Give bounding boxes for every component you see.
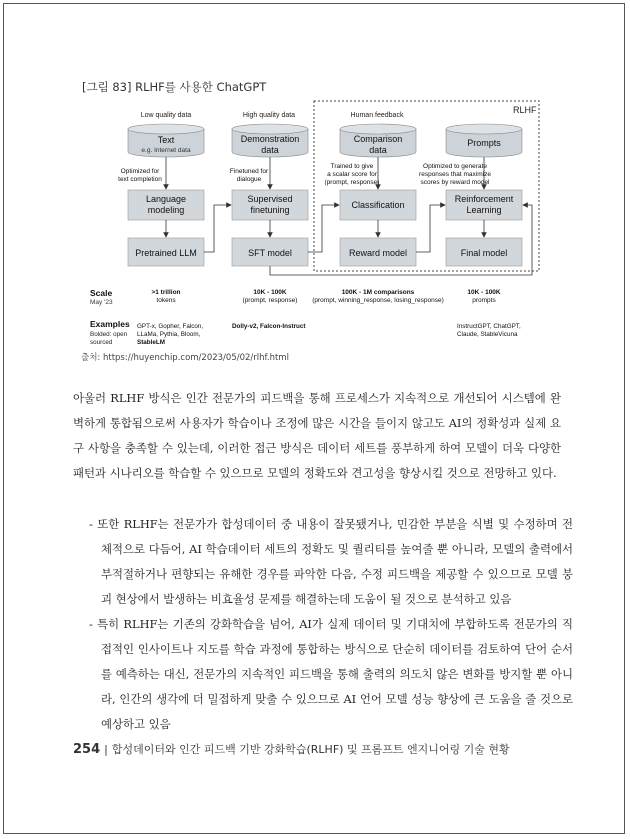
scale-date: May '23 <box>90 299 113 306</box>
scale-unit-2: (prompt, response) <box>242 297 298 304</box>
data-node-comparison <box>340 124 416 157</box>
model-sft-label: SFT model <box>248 248 292 258</box>
process-reinforcement-learning <box>446 190 522 220</box>
model-pretrained-llm <box>128 238 204 266</box>
scale-unit-1: tokens <box>156 297 176 304</box>
process-sft-line2: finetuning <box>250 205 290 215</box>
note-dialogue-1: Finetuned for <box>229 168 269 175</box>
scale-value-1: >1 trillion <box>151 289 181 296</box>
note-scalar-3: (prompt, response) <box>324 179 380 186</box>
data-node-text-title: Text <box>157 135 175 145</box>
examples-label: Examples <box>90 319 130 329</box>
model-sft <box>232 238 308 266</box>
label-human-feedback: Human feedback <box>350 112 404 119</box>
model-reward <box>340 238 416 266</box>
label-low-quality: Low quality data <box>140 112 192 119</box>
process-class-line1: Classification <box>351 200 405 210</box>
note-scalar-1: Trained to give <box>330 163 374 170</box>
model-final-label: Final model <box>460 248 508 258</box>
process-lm-line1: Language <box>145 194 187 204</box>
examples-note-2: sourced <box>90 339 113 346</box>
process-rl-line1: Reinforcement <box>454 194 514 204</box>
scale-label: Scale <box>90 288 113 298</box>
note-text-completion-1: Optimized for <box>120 168 160 175</box>
examples-note-1: Bolded: open <box>90 331 128 338</box>
data-node-prompts <box>446 124 522 157</box>
data-node-demonstration-title: Demonstration <box>240 134 300 144</box>
arrow-reward-to-rl <box>416 205 445 252</box>
process-supervised-finetuning <box>232 190 308 220</box>
arrow-pretrained-to-sft <box>204 205 231 252</box>
model-final <box>446 238 522 266</box>
note-reward-2: responses that maximize <box>419 171 491 178</box>
figure-caption: [그림 83] RLHF를 사용한 ChatGPT <box>82 80 267 94</box>
scale-unit-4: prompts <box>472 297 496 304</box>
examples-col1-1: GPT-x, Gopher, Falcon, <box>137 323 204 330</box>
footer-divider: | <box>104 743 108 756</box>
bullet-item-1: - 또한 RLHF는 전문가가 합성데이터 중 내용이 잘못됐거나, 민감한 부분을 식별 및 수정하며 전체적으로 다듬어, AI 학습데이터 세트의 정확도 및 퀄리티를 높여줄 뿐 아니라, 모델의 출력에서 부적절하거나 편향되는 유해한 경우를 파악한 다음, 수정 피드백을 제공할 수 있으므로 모델 붕괴 현상에서 발생하는 비효율성 문제를 해결하는데 도움이 될 것으로 분석하고 있음 <box>89 517 573 607</box>
data-node-comparison-sub: data <box>369 145 387 155</box>
process-sft-line1: Supervised <box>247 194 293 204</box>
data-node-comparison-title: Comparison <box>353 134 403 144</box>
scale-value-3: 100K - 1M comparisons <box>341 289 415 296</box>
page-footer <box>73 741 510 757</box>
examples-col3-1: InstructGPT, ChatGPT, <box>457 323 521 330</box>
data-node-demonstration-sub: data <box>261 145 279 155</box>
process-classification <box>340 190 416 220</box>
note-dialogue-2: dialogue <box>236 176 262 183</box>
model-pretrained-label: Pretrained LLM <box>135 248 197 258</box>
process-lm-line2: modeling <box>147 205 185 215</box>
scale-value-4: 10K - 100K <box>467 289 501 296</box>
scale-unit-3: (prompt, winning_response, losing_response) <box>312 297 444 304</box>
data-node-demonstration <box>232 124 308 157</box>
examples-col1-2: LLaMa, Pythia, Bloom, <box>137 331 201 338</box>
page-number: 254 <box>73 742 101 757</box>
note-reward-1: Optimized to generate <box>423 163 487 170</box>
process-rl-line2: Learning <box>466 205 502 215</box>
arrow-sftmodel-to-class <box>308 205 339 252</box>
rlhf-label: RLHF <box>513 105 537 115</box>
bullet-item-2: - 특히 RLHF는 기존의 강화학습을 넘어, AI가 실제 데이터 및 기대치에 부합하도록 전문가의 직접적인 인사이트나 지도를 학습 과정에 통합하는 방식으로 단순히 데이터를 검토하여 단어 순서를 예측하는 대신, 전문가의 지속적인 피드백을 통해 출력의 의도치 않은 변화를 방지할 뿐 아니라, 인간의 생각에 더 밀접하게 맞출 수 있으므로 AI 언어 모델 성능 향상에 큰 도움을 줄 것으로 예상하고 있음 <box>89 617 573 732</box>
body-paragraph: 아울러 RLHF 방식은 인간 전문가의 피드백을 통해 프로세스가 지속적으로 개선되어 시스템에 완벽하게 통합됨으로써 사용자가 학습이나 조정에 많은 시간을 들이지 않고도 AI의 정확성과 실제 요구 사항을 충족할 수 있는데, 이러한 접근 방식은 데이터 세트를 풍부하게 하여 모델이 더욱 다양한 패턴과 시나리오를 학습할 수 있으므로 모델의 정확도와 견고성을 향상시킬 것으로 전망하고 있다. <box>73 391 561 481</box>
note-text-completion-2: text completion <box>118 176 162 183</box>
scale-value-2: 10K - 100K <box>253 289 287 296</box>
note-scalar-2: a scalar score for <box>327 171 377 178</box>
model-reward-label: Reward model <box>348 248 408 258</box>
data-node-text-sub: e.g. Internet data <box>141 147 191 154</box>
examples-col1-3: StableLM <box>137 339 165 346</box>
note-reward-3: scores by reward model <box>420 179 490 186</box>
process-language-modeling <box>128 190 204 220</box>
examples-col2: Dolly-v2, Falcon-Instruct <box>232 323 306 330</box>
data-node-text <box>128 124 204 157</box>
running-title: 합성데이터와 인간 피드백 기반 강화학습(RLHF) 및 프롬프트 엔지니어링 기술 현황 <box>111 743 510 756</box>
data-node-prompts-title: Prompts <box>467 138 501 148</box>
examples-col3-2: Claude, StableVicuna <box>457 331 518 338</box>
figure-source: 출처: https://huyenchip.com/2023/05/02/rlhf.html <box>81 353 289 363</box>
label-high-quality: High quality data <box>242 112 296 119</box>
